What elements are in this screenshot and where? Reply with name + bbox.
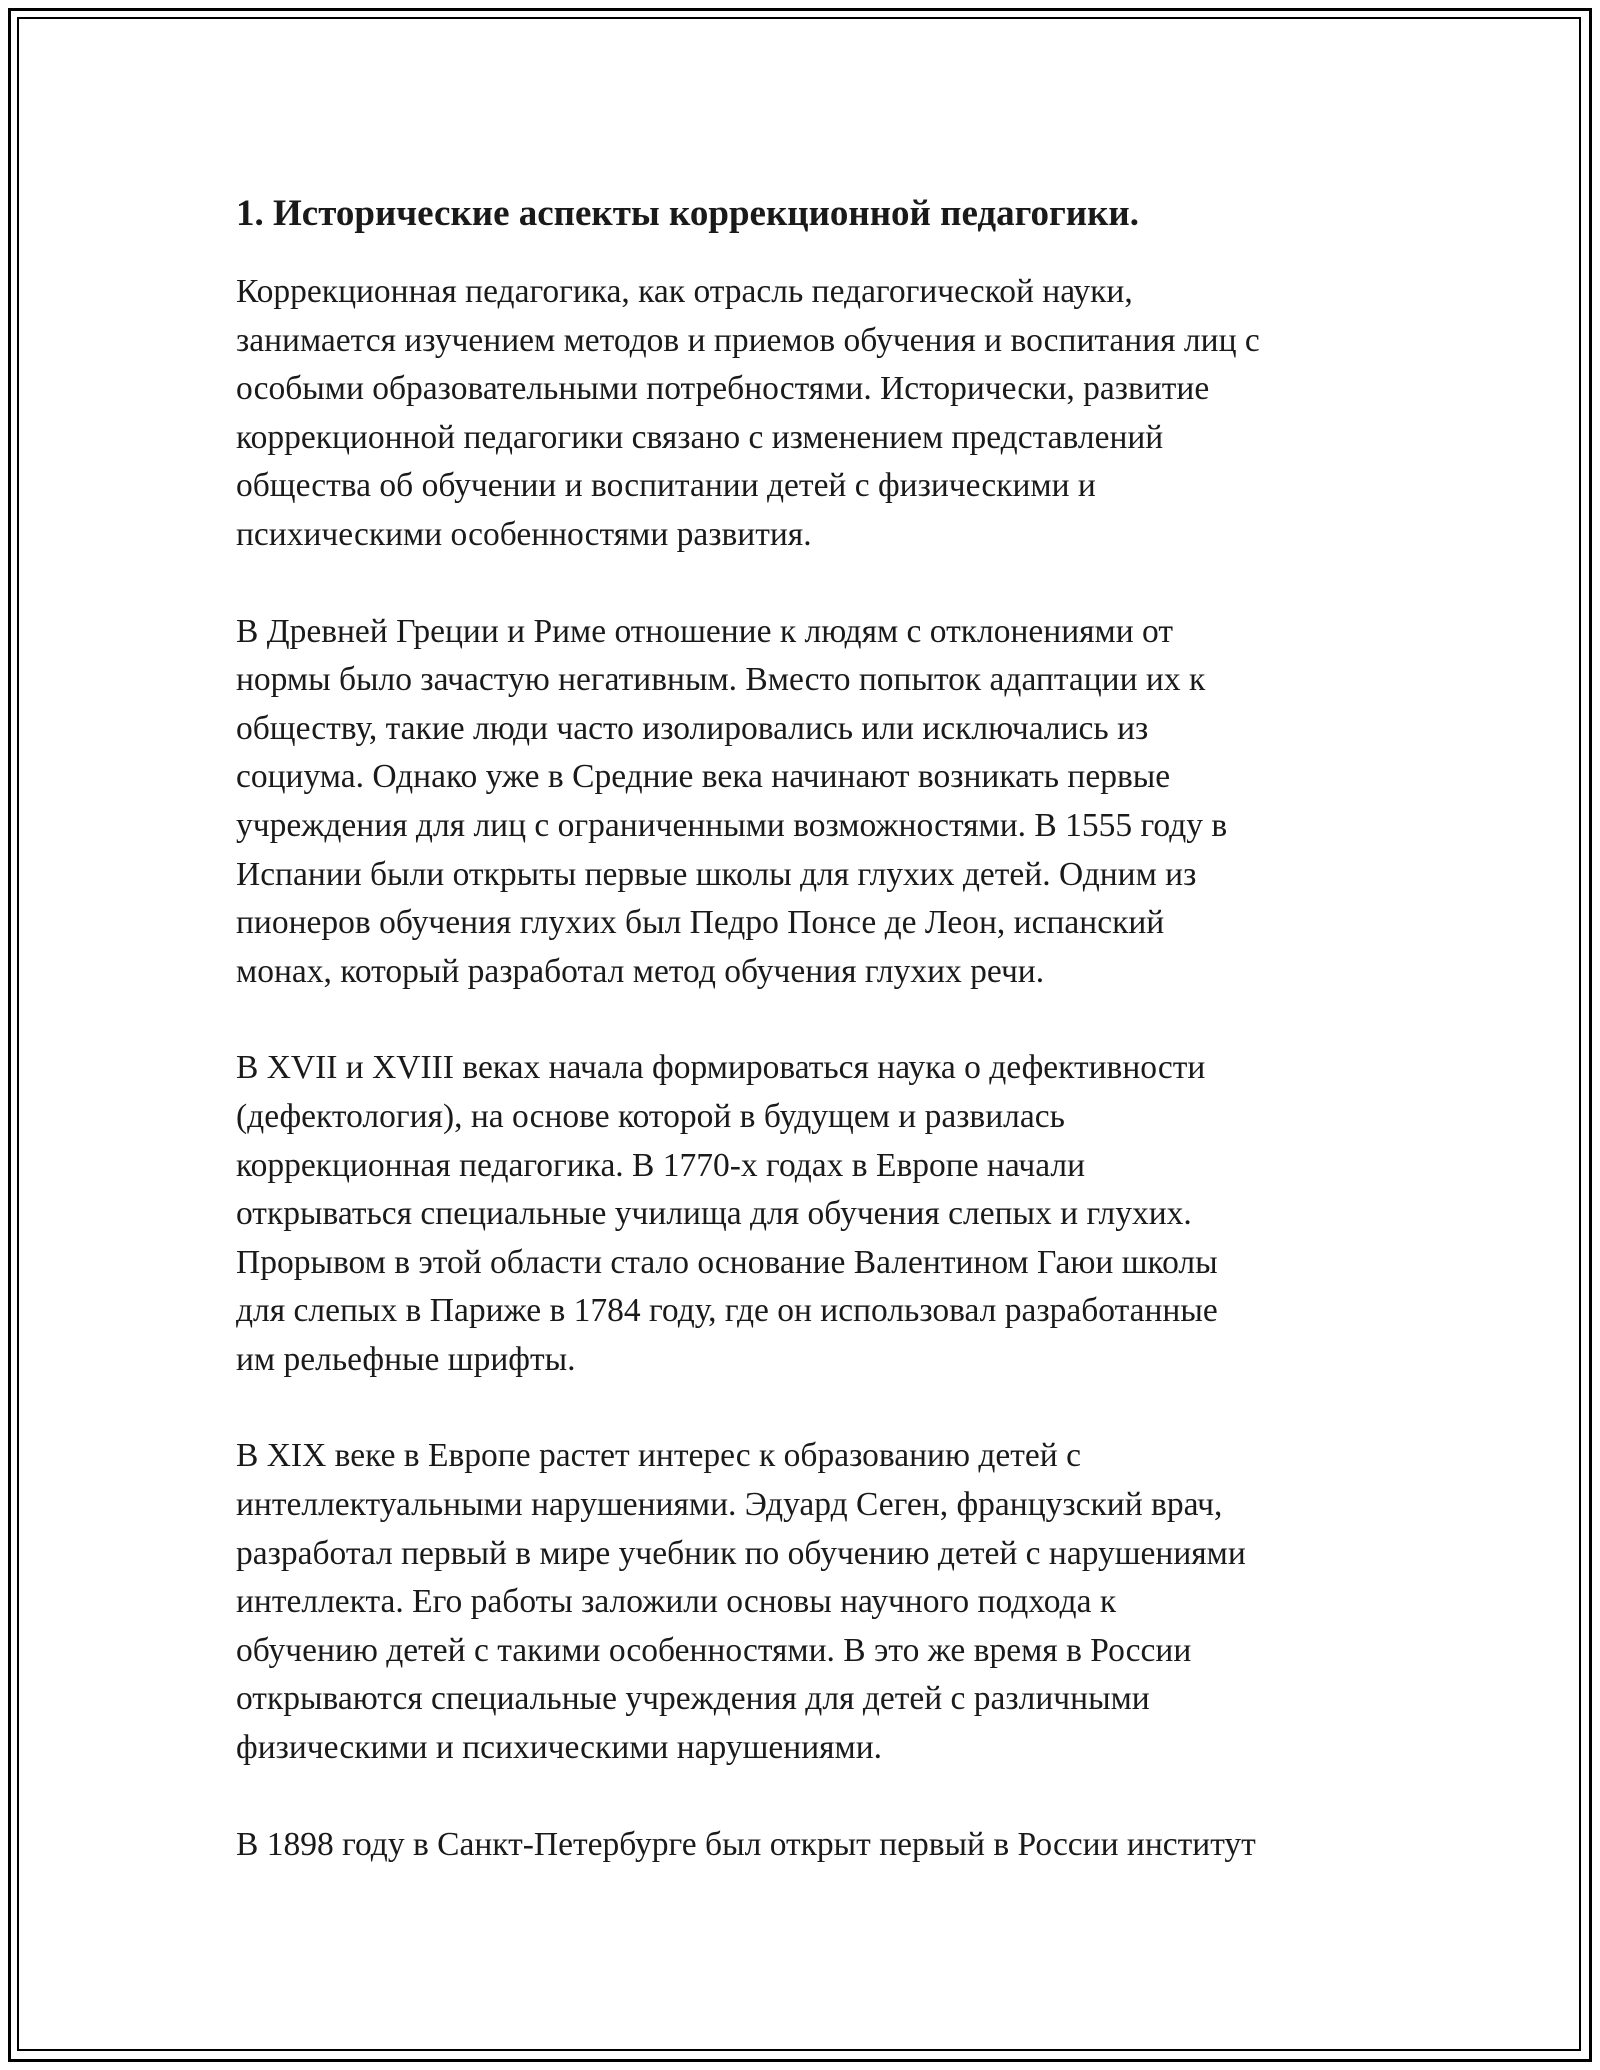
- document-page: [236, 186, 1396, 1917]
- paragraph-1898: В 1898 году в Санкт-Петербурге был открыт первый в России институт: [236, 1825, 1256, 1863]
- paragraph-intro: Коррекционная педагогика, как отрасль педагогической науки, занимается изучением методов и приемов обучения и воспитания лиц с особыми образовательными потребностями. Исторически, развитие коррекционной педагогики связано с изменением представлений общества об обучении и воспитании детей с физическими и психическими особенностями развития.: [236, 273, 1260, 553]
- paragraph-ancient-times: В Древней Греции и Риме отношение к людям с отклонениями от нормы было зачастую негативным. Вместо попыток адаптации их к обществу, такие люди часто изолировались или исключались из социума. Однако уже в Средние века начинают возникать первые учреждения для лиц с ограниченными возможностями. В 1555 году в Испании были открыты первые школы для глухих детей. Одним из пионеров обучения глухих был Педро Понсе де Леон, испанский монах, который разработал метод обучения глухих речи.: [236, 612, 1228, 990]
- paragraph-17-18-centuries: В XVII и XVIII веках начала формироваться наука о дефективности (дефектология), на основе которой в будущем и развилась коррекционная педагогика. В 1770-х годах в Европе начали открываться специальные училища для обучения слепых и глухих. Прорывом в этой области стало основание Валентином Гаюи школы для слепых в Париже в 1784 году, где он использовал разработанные им рельефные шрифты.: [236, 1049, 1218, 1378]
- section-heading: 1. Исторические аспекты коррекционной педагогики.: [236, 193, 1139, 234]
- paragraph-19-century: В XIX веке в Европе растет интерес к образованию детей с интеллектуальными нарушениями. Эдуард Сеген, французский врач, разработал первый в мире учебник по обучению детей с нарушениями интеллекта. Его работы заложили основы научного подхода к обучению детей с такими особенностями. В это же время в России открываются специальные учреждения для детей с различными физическими и психическими нарушениями.: [236, 1437, 1246, 1767]
